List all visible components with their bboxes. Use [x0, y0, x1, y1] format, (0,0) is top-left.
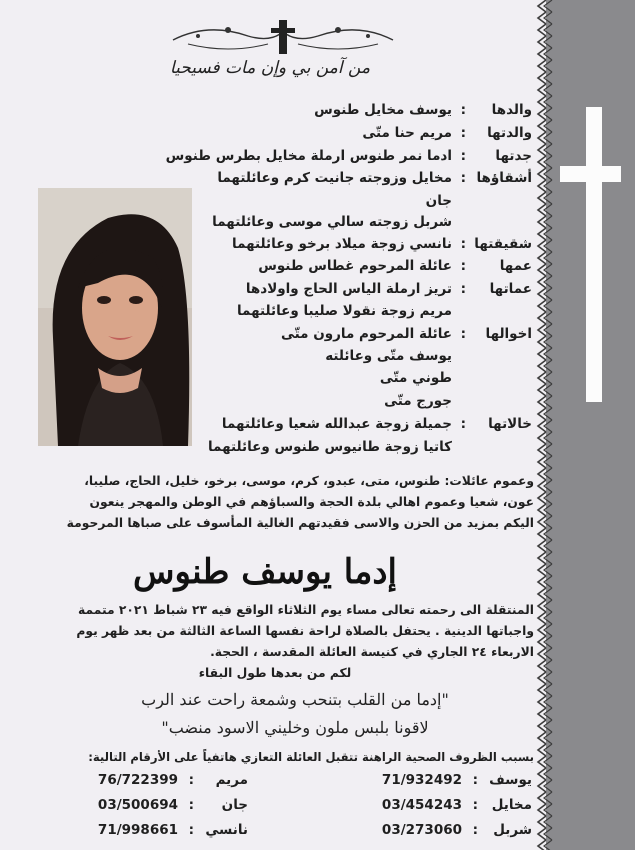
- relative-value: مخايل وزوجته جانيت كرم وعائلتهما: [217, 170, 452, 186]
- relative-label: شقيقتها: [474, 236, 532, 252]
- contact-number: 71/998661: [97, 822, 178, 838]
- contact-number: 03/454243: [381, 797, 462, 813]
- relative-label: والدها: [491, 102, 532, 118]
- relative-value: تريز ارملة الياس الحاج واولادها: [245, 281, 452, 297]
- relative-value: يوسف متّى وعائلته: [325, 348, 452, 364]
- relative-row: [190, 393, 532, 415]
- relative-value: شربل زوجته سالي موسى وعائلتهما: [212, 214, 452, 230]
- relative-label: عمها: [499, 258, 532, 274]
- relative-row: [190, 416, 532, 438]
- relative-row: [190, 193, 532, 215]
- contact-name: مريم: [215, 772, 248, 788]
- relative-value: جورج متّى: [384, 393, 452, 409]
- relative-value: عائلة المرحوم غطاس طنوس: [258, 258, 452, 274]
- contact-name: شربل: [493, 822, 532, 838]
- relative-value: طوني متّى: [379, 370, 452, 386]
- relative-row: [190, 236, 532, 258]
- contact-name: جان: [221, 797, 248, 813]
- colon: :: [460, 102, 466, 118]
- relative-row: [190, 303, 532, 325]
- relative-value: مريم زوجة نقولا صليبا وعائلتهما: [236, 303, 452, 319]
- bible-verse: من آمن بي وإن مات فسيحيا: [169, 58, 371, 78]
- details-line-2: واجباتها الدينية . يحتفل بالصلاة لراحة نفسها الساعة الثالثة من بعد ظهر يوم: [76, 624, 534, 638]
- relative-row: [190, 125, 532, 147]
- contact-number: 03/500694: [97, 797, 178, 813]
- relative-value: ادما نمر طنوس ارملة مخايل بطرس طنوس: [165, 148, 452, 164]
- colon: :: [472, 772, 478, 788]
- contact-row: [48, 772, 248, 794]
- relative-label: خالاتها: [488, 416, 532, 432]
- zigzag-border: [532, 0, 554, 850]
- contact-name: يوسف: [489, 772, 532, 788]
- colon: :: [460, 281, 466, 297]
- relative-row: [190, 326, 532, 348]
- colon: :: [472, 797, 478, 813]
- contact-number: 76/722399: [97, 772, 178, 788]
- relative-row: [190, 370, 532, 392]
- colon: :: [188, 797, 194, 813]
- quote-line-1: "إدما من القلب بتنحب وشمعة راحت عند الرب: [141, 690, 449, 709]
- colon: :: [460, 326, 466, 342]
- colon: :: [460, 236, 466, 252]
- colon: :: [460, 258, 466, 274]
- contact-name: نانسي: [205, 822, 248, 838]
- announcement-line-1: وعموم عائلات: طنوس، متى، عبدو، كرم، موسى، برخو، خليل، الحاج، صليبا،: [84, 474, 534, 488]
- relative-row: [190, 439, 532, 461]
- relative-value: يوسف مخايل طنوس: [314, 102, 452, 118]
- relative-value: جان: [425, 193, 452, 209]
- relative-value: عائلة المرحوم مارون متّى: [280, 326, 452, 342]
- quote-line-2: لاقونا بلبس ملون وخليني الاسود منضب": [161, 718, 429, 737]
- deceased-photo: [38, 188, 192, 446]
- contact-row: [308, 797, 532, 819]
- relative-label: جدتها: [495, 148, 532, 164]
- relative-row: [190, 170, 532, 192]
- contact-row: [48, 822, 248, 844]
- colon: :: [460, 148, 466, 164]
- relative-label: والدتها: [487, 125, 532, 141]
- relative-value: كاتيا زوجة طانيوس طنوس وعائلتهما: [207, 439, 452, 455]
- contact-row: [308, 822, 532, 844]
- deceased-name: إدما يوسف طنوس: [133, 552, 397, 592]
- relative-row: [190, 214, 532, 236]
- condolence-note: بسبب الظروف الصحية الراهنة تتقبل العائلة التعازي هاتفياً على الأرقام التالية:: [88, 750, 534, 764]
- contact-row: [48, 797, 248, 819]
- details-line-4: لكم من بعدها طول البقاء: [198, 666, 352, 680]
- relative-label: أشقاؤها: [476, 170, 532, 186]
- relative-row: [190, 281, 532, 303]
- relative-value: مريم حنا متّى: [362, 125, 452, 141]
- contact-row: [308, 772, 532, 794]
- announcement-line-3: اليكم بمزيد من الحزن والاسى فقيدتهم الغالية المأسوف على صباها المرحومة: [66, 516, 534, 530]
- contact-number: 71/932492: [381, 772, 462, 788]
- relative-row: [165, 148, 532, 170]
- relative-label: اخوالها: [485, 326, 532, 342]
- colon: :: [472, 822, 478, 838]
- cross-icon: [586, 107, 602, 402]
- colon: :: [460, 416, 466, 432]
- relative-label: عماتها: [489, 281, 532, 297]
- relative-row: [190, 258, 532, 280]
- relative-row: [190, 348, 532, 370]
- colon: :: [188, 772, 194, 788]
- contact-number: 03/273060: [381, 822, 462, 838]
- announcement-line-2: عون، شعيا وعموم اهالي بلدة الحجة والسباؤهم في الوطن والمهجر ينعون: [89, 495, 534, 509]
- relative-row: [190, 102, 532, 124]
- colon: :: [460, 170, 466, 186]
- colon: :: [460, 125, 466, 141]
- details-line-1: المنتقلة الى رحمته تعالى مساء يوم الثلاثاء الواقع فيه ٢٣ شباط ٢٠٢١ متممة: [78, 603, 534, 617]
- relative-value: نانسي زوجة ميلاد برخو وعائلتهما: [232, 236, 452, 252]
- details-line-3: الاربعاء ٢٤ الجاري في كنيسة العائلة المقدسة ، الحجة.: [210, 645, 534, 659]
- cross-icon-arm: [560, 166, 621, 182]
- relative-value: جميلة زوجة عبدالله شعيا وعائلتهما: [221, 416, 452, 432]
- colon: :: [188, 822, 194, 838]
- ornament-divider-icon: [168, 14, 398, 58]
- contact-name: مخايل: [491, 797, 532, 813]
